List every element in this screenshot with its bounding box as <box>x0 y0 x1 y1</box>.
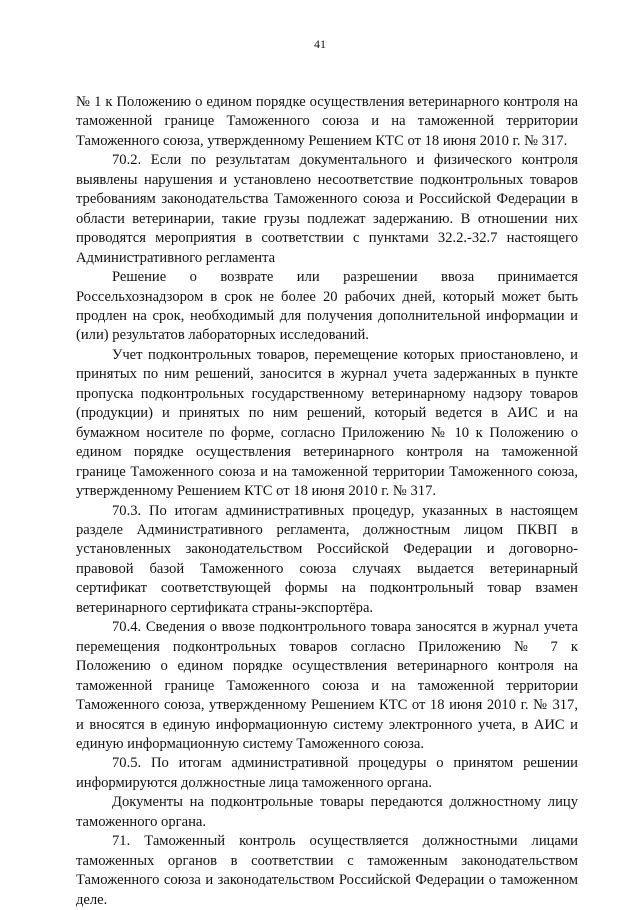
paragraph-70-5: 70.5. По итогам административной процедуры о принятом решении информируются должностные лица таможенного органа. <box>76 755 578 791</box>
paragraph-71: 71. Таможенный контроль осуществляется должностными лицами таможенных органов в соответствии с таможенным законодательством Таможенного союза и законодательством Российской Федерации о таможенном деле. <box>76 833 578 908</box>
paragraph-documents: Документы на подконтрольные товары передаются должностному лицу таможенного органа. <box>76 794 578 830</box>
page-number: 41 <box>314 37 326 51</box>
paragraph-70-2: 70.2. Если по результатам документального и физического контроля выявлены нарушения и установлено несоответствие подконтрольных товаров требованиям законодательства Таможенного союза и Российской Федерации в области ветеринарии, такие грузы подлежат задержанию. В отношении них проводятся мероприятия в соответствии с пунктами 32.2.-32.7 настоящего Административного регламента <box>76 152 578 266</box>
paragraph-accounting: Учет подконтрольных товаров, перемещение которых приостановлено, и принятых по ним решений, заносится в журнал учета задержанных в пункте пропуска подконтрольных государственному ветеринарному надзору товаров (продукции) и принятых по ним решений, который ведется в АИС и на бумажном носителе по форме, согласно Приложению № 10 к Положению о едином порядке осуществления ветеринарного контроля на таможенной границе Таможенного союза и на таможенной территории Таможенного союза, утвержденному Решением КТС от 18 июня 2010 г. № 317. <box>76 346 578 500</box>
body-text <box>76 93 578 910</box>
paragraph-70-3: 70.3. По итогам административных процедур, указанных в настоящем разделе Административного регламента, должностным лицом ПКВП в установленных законодательством Российской Федерации и договорно-правовой базой Таможенного союза случаях выдается ветеринарный сертификат соответствующей формы на подконтрольный товар взамен ветеринарного сертификата страны-экспортёра. <box>76 502 578 616</box>
paragraph-decision: Решение о возврате или разрешении ввоза принимается Россельхознадзором в срок не более 20 рабочих дней, который может быть продлен на срок, необходимый для получения дополнительной информации и (или) результатов лабораторных исследований. <box>76 269 578 344</box>
paragraph-70-4: 70.4. Сведения о ввозе подконтрольного товара заносятся в журнал учета перемещения подконтрольных товаров согласно Приложению № 7 к Положению о едином порядке осуществления ветеринарного контроля на таможенной границе Таможенного союза и на таможенной территории Таможенного союза, утвержденному Решением КТС от 18 июня 2010 г. № 317, и вносятся в единую информационную систему электронного учета, в АИС и единую информационную систему Таможенного союза. <box>76 619 578 752</box>
paragraph-continuation: № 1 к Положению о едином порядке осуществления ветеринарного контроля на таможенной границе Таможенного союза и на таможенной территории Таможенного союза, утвержденному Решением КТС от 18 июня 2010 г. № 317. <box>76 94 578 149</box>
